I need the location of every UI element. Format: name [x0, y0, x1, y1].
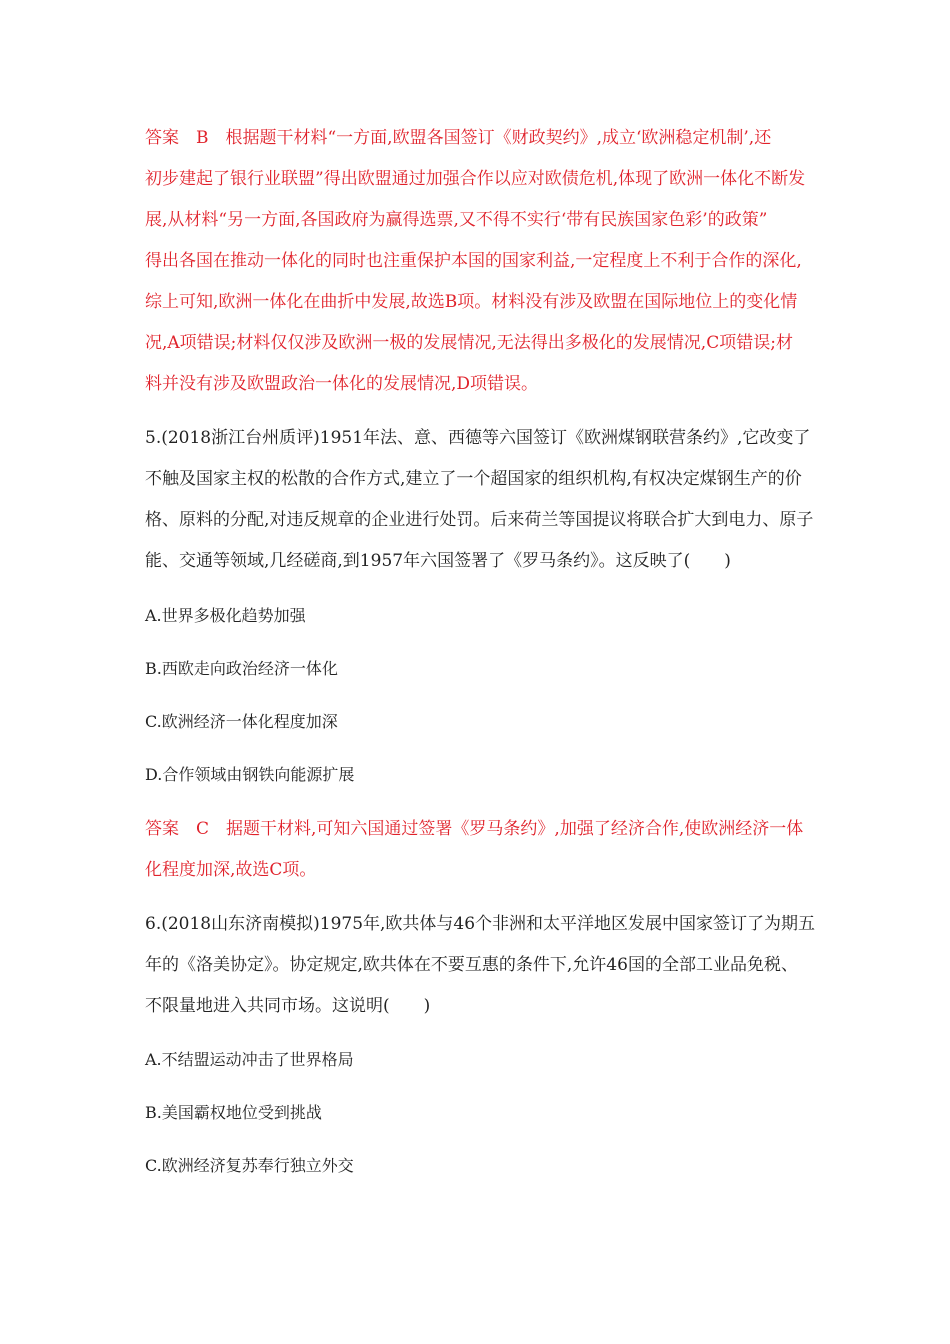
question-6-option-b: B.美国霸权地位受到挑战 — [145, 1103, 322, 1122]
answer-4-line: 综上可知,欧洲一体化在曲折中发展,故选B项。材料没有涉及欧盟在国际地位上的变化情 — [145, 292, 798, 312]
question-5-option-a: A.世界多极化趋势加强 — [145, 606, 306, 625]
question-5-stem — [145, 418, 814, 582]
question-5-option-b: B.西欧走向政治经济一体化 — [145, 659, 338, 678]
answer-5-line: 化程度加深,故选C项。 — [145, 860, 317, 880]
answer-5-paragraph — [145, 809, 805, 891]
answer-4-line: 况,A项错误;材料仅仅涉及欧洲一极的发展情况,无法得出多极化的发展情况,C项错误;材 — [145, 333, 793, 353]
answer-4-line: 答案 B 根据题干材料“一方面,欧盟各国签订《财政契约》,成立‘欧洲稳定机制’,还 — [145, 128, 772, 148]
answer-4-line: 展,从材料“另一方面,各国政府为赢得选票,又不得不实行‘带有民族国家色彩’的政策” — [145, 210, 768, 230]
question-5-line: 能、交通等领域,几经磋商,到1957年六国签署了《罗马条约》。这反映了( ) — [145, 551, 731, 571]
question-6-stem — [145, 904, 816, 1027]
answer-4-line: 初步建起了银行业联盟”得出欧盟通过加强合作以应对欧债危机,体现了欧洲一体化不断发 — [145, 169, 806, 189]
answer-4-paragraph — [145, 118, 805, 405]
question-5-option-c: C.欧洲经济一体化程度加深 — [145, 712, 338, 731]
question-5-line: 不触及国家主权的松散的合作方式,建立了一个超国家的组织机构,有权决定煤钢生产的价 — [145, 469, 802, 489]
question-5-option-d: D.合作领域由钢铁向能源扩展 — [145, 765, 355, 784]
question-5-line: 格、原料的分配,对违反规章的企业进行处罚。后来荷兰等国提议将联合扩大到电力、原子 — [145, 510, 814, 530]
question-6-option-a: A.不结盟运动冲击了世界格局 — [145, 1050, 354, 1069]
answer-5-line: 答案 C 据题干材料,可知六国通过签署《罗马条约》,加强了经济合作,使欧洲经济一体 — [145, 819, 804, 839]
question-6-line: 6.(2018山东济南模拟)1975年,欧共体与46个非洲和太平洋地区发展中国家签订了为期五 — [145, 914, 816, 934]
answer-4-line: 料并没有涉及欧盟政治一体化的发展情况,D项错误。 — [145, 374, 539, 394]
answer-4-line: 得出各国在推动一体化的同时也注重保护本国的国家利益,一定程度上不利于合作的深化, — [145, 251, 802, 271]
question-6-option-c: C.欧洲经济复苏奉行独立外交 — [145, 1156, 354, 1175]
question-6-line: 不限量地进入共同市场。这说明( ) — [145, 996, 431, 1016]
question-5-line: 5.(2018浙江台州质评)1951年法、意、西德等六国签订《欧洲煤钢联营条约》,它改变了 — [145, 428, 811, 448]
question-6-line: 年的《洛美协定》。协定规定,欧共体在不要互惠的条件下,允许46国的全部工业品免税、 — [145, 955, 798, 975]
